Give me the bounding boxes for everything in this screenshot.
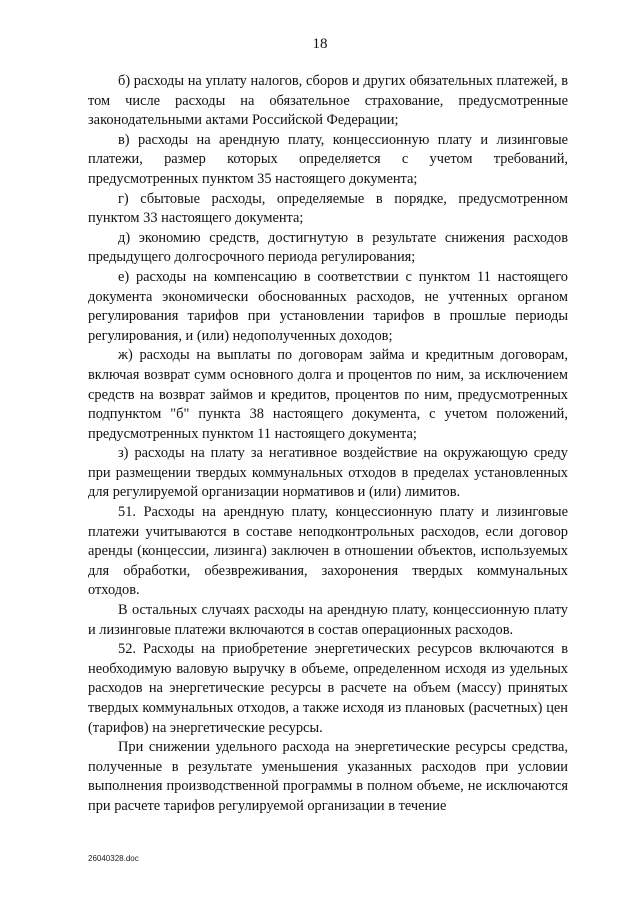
paragraph-b: б) расходы на уплату налогов, сборов и других обязательных платежей, в том числе расходы на обязательное страхование, предусмотренные законодательными актами Российской Федерации; [88, 73, 568, 129]
paragraph-zh: ж) расходы на выплаты по договорам займа и кредитным договорам, включая возврат сумм основного долга и процентов по ним, за исключением средств на возврат займов и кредитов, процентов по ним, предусмотренных подпунктом "б" пункта 38 настоящего документа, с учетом положений, предусмотренных пунктом 11 настоящего документа; [88, 347, 568, 442]
document-body [88, 72, 568, 817]
paragraph-52: 52. Расходы на приобретение энергетических ресурсов включаются в необходимую валовую выручку в объеме, определенном исходя из удельных расходов на энергетические ресурсы в расчете на объем (массу) принятых твердых коммунальных отходов, а также исходя из плановых (расчетных) цен (тарифов) на энергетические ресурсы. [88, 641, 568, 736]
page-number: 18 [312, 36, 328, 52]
paragraph-v: в) расходы на арендную плату, концессионную плату и лизинговые платежи, размер которых определяется с учетом требований, предусмотренных пунктом 35 настоящего документа; [88, 131, 568, 187]
paragraph-e: е) расходы на компенсацию в соответствии с пунктом 11 настоящего документа экономически обоснованных расходов, не учтенных органом регулирования тарифов при установлении тарифов в прошлые периоды регулирования, и (или) недополученных доходов; [88, 268, 568, 344]
paragraph-51-other-cases: В остальных случаях расходы на арендную плату, концессионную плату и лизинговые платежи включаются в состав операционных расходов. [88, 602, 568, 638]
paragraph-52-reduction: При снижении удельного расхода на энергетические ресурсы средства, полученные в результате уменьшения указанных расходов при условии выполнения производственной программы в полном объеме, не исключаются при расчете тарифов регулируемой организации в течение [88, 739, 568, 814]
paragraph-g: г) сбытовые расходы, определяемые в порядке, предусмотренном пунктом 33 настоящего документа; [88, 190, 568, 227]
paragraph-d: д) экономию средств, достигнутую в результате снижения расходов предыдущего долгосрочного периода регулирования; [88, 229, 568, 266]
footer-filename: 26040328.doc [88, 854, 139, 863]
paragraph-z: з) расходы на плату за негативное воздействие на окружающую среду при размещении твердых коммунальных отходов в пределах установленных для регулируемой организации нормативов и (или) лимитов. [88, 445, 568, 501]
paragraph-51: 51. Расходы на арендную плату, концессионную плату и лизинговые платежи учитываются в составе неподконтрольных расходов, если договор аренды (концессии, лизинга) заключен в отношении объектов, используемых для обработки, обезвреживания, захоронения твердых коммунальных отходов. [88, 504, 568, 599]
